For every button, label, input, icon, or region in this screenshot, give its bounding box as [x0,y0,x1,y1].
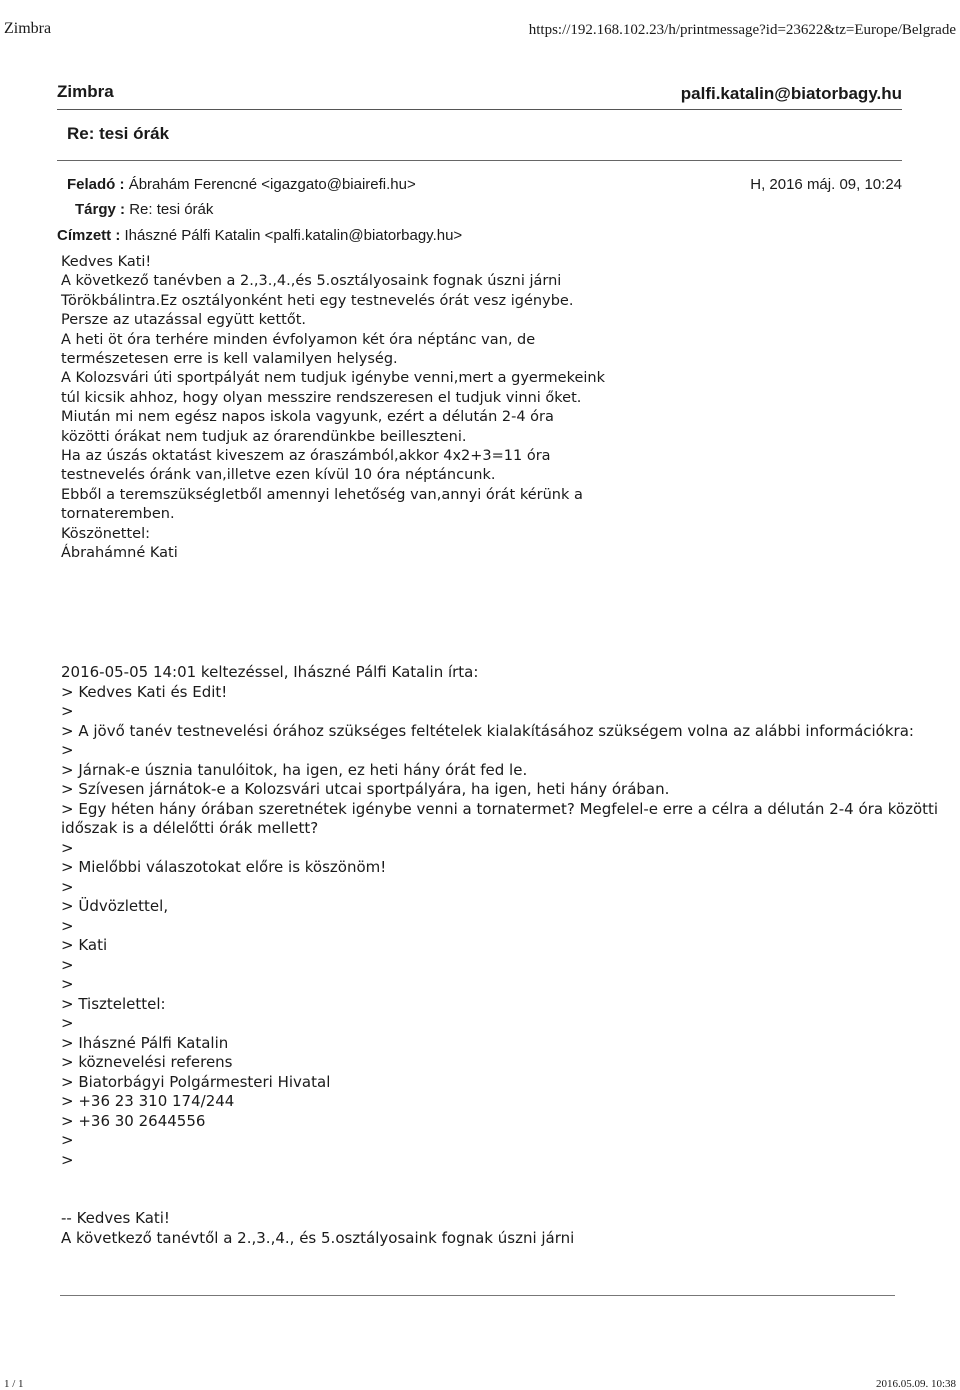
page-number: 1 / 1 [4,1378,24,1390]
to-value: Ihászné Pálfi Katalin <palfi.katalin@biatorbagy.hu> [124,227,463,244]
quote-line: > [61,838,74,857]
quote-line: > köznevelési referens [61,1053,233,1071]
subject-value: Re: tesi órák [129,201,214,218]
body-line: A heti öt óra terhére minden évfolyamon két óra néptánc van, de [61,331,536,348]
body-line: A következő tanévben a 2.,3.,4.,és 5.osztályosaink fognak úszni járni [61,273,562,290]
subject-divider [57,160,902,161]
quote-line: > [61,1131,74,1149]
quoted-message [61,663,938,1248]
print-url: https://192.168.102.23/h/printmessage?id=23622&tz=Europe/Belgrade [528,22,956,38]
quote-line: > Mielőbbi válaszotokat előre is köszönöm! [61,858,387,876]
quote-line: > [61,955,74,974]
body-line: Ha az úszás oktatást kiveszem az óraszámból,akkor 4x2+3=11 óra [61,448,551,465]
body-line: Persze az utazással együtt kettőt. [61,312,307,329]
quote-line: A következő tanévtől a 2.,3.,4., és 5.osztályosaink fognak úszni járni [61,1228,575,1247]
quote-line: 2016-05-05 14:01 keltezéssel, Ihászné Pálfi Katalin írta: [61,663,479,681]
body-line: Köszönettel: [61,525,151,542]
brand-logo-text: Zimbra [57,82,114,101]
quote-line: > A jövő tanév testnevelési órához szükséges feltételek kialakításához szükségem volna az alábbi információkra: [61,721,914,740]
body-line: testnevelés óránk van,illetve ezen kívül 10 óra néptáncunk. [61,467,496,484]
print-app-name: Zimbra [4,20,52,37]
footer-divider [60,1295,895,1296]
body-line: Kedves Kati! [61,254,152,270]
quote-line: > Kati [61,936,108,954]
quote-line: > Szívesen járnátok-e a Kolozsvári utcai sportpályára, ha igen, heti hány órában. [61,780,670,798]
header-divider [57,109,902,110]
quote-line [61,1190,938,1210]
body-line: Törökbálintra.Ez osztályonként heti egy testnevelés órát vesz igénybe. [61,292,574,309]
quote-line: > [61,741,74,759]
body-line: túl kicsik ahhoz, hogy olyan messzire rendszeresen el tudjuk vinni őket. [61,389,582,406]
quote-line: -- Kedves Kati! [61,1209,170,1227]
quote-line: > [61,916,74,935]
quote-line [61,1170,938,1190]
message-body [61,253,605,564]
quote-line: > Járnak-e úsznia tanulóitok, ha igen, ez heti hány órát fed le. [61,760,528,779]
quote-line: > [61,1014,74,1032]
quote-line: > Ihászné Pálfi Katalin [61,1033,229,1052]
body-line: Ábrahámné Kati [61,545,178,562]
quote-line: > Biatorbágyi Polgármesteri Hivatal [61,1072,331,1091]
quote-line: > [61,702,74,720]
body-line: közötti órákat nem tudjuk az órarendünkbe beilleszteni. [61,428,467,445]
body-line: Ebből a teremszükségletből amennyi lehetőség van,annyi órát kérünk a [61,486,583,503]
quote-line: > Üdvözlettel, [61,897,169,915]
quote-line: > [61,1150,74,1169]
print-timestamp: 2016.05.09. 10:38 [875,1378,956,1390]
to-row [57,227,462,244]
message-date: H, 2016 máj. 09, 10:24 [750,176,902,193]
quote-line: > Tisztelettel: [61,994,166,1013]
message-subject-title: Re: tesi órák [67,124,170,143]
subject-row [75,201,213,218]
quote-line: > +36 30 2644556 [61,1111,206,1130]
quote-line: > +36 23 310 174/244 [61,1092,235,1110]
subject-label: Tárgy : [75,201,126,218]
from-row [67,176,416,193]
body-line: természetesen erre is kell valamilyen helység. [61,351,398,368]
quote-line: > [61,877,74,896]
quote-line: időszak is a délelőtti órák mellett? [61,819,319,837]
body-line: tornateremben. [61,506,175,523]
body-line: Miután mi nem egész napos iskola vagyunk, ezért a délután 2-4 óra [61,409,554,426]
from-label: Feladó : [67,176,125,193]
to-label: Címzett : [57,227,121,244]
quote-line: > [61,975,74,993]
quote-line: > Egy héten hány órában szeretnétek igénybe venni a tornatermet? Megfelel-e erre a célra a délután 2-4 óra közötti [61,799,939,818]
quote-line: > Kedves Kati és Edit! [61,682,228,701]
from-value: Ábrahám Ferencné <igazgato@biairefi.hu> [128,176,416,193]
account-email: palfi.katalin@biatorbagy.hu [680,84,902,103]
body-line: A Kolozsvári úti sportpályát nem tudjuk igénybe venni,mert a gyermekeink [61,370,605,387]
